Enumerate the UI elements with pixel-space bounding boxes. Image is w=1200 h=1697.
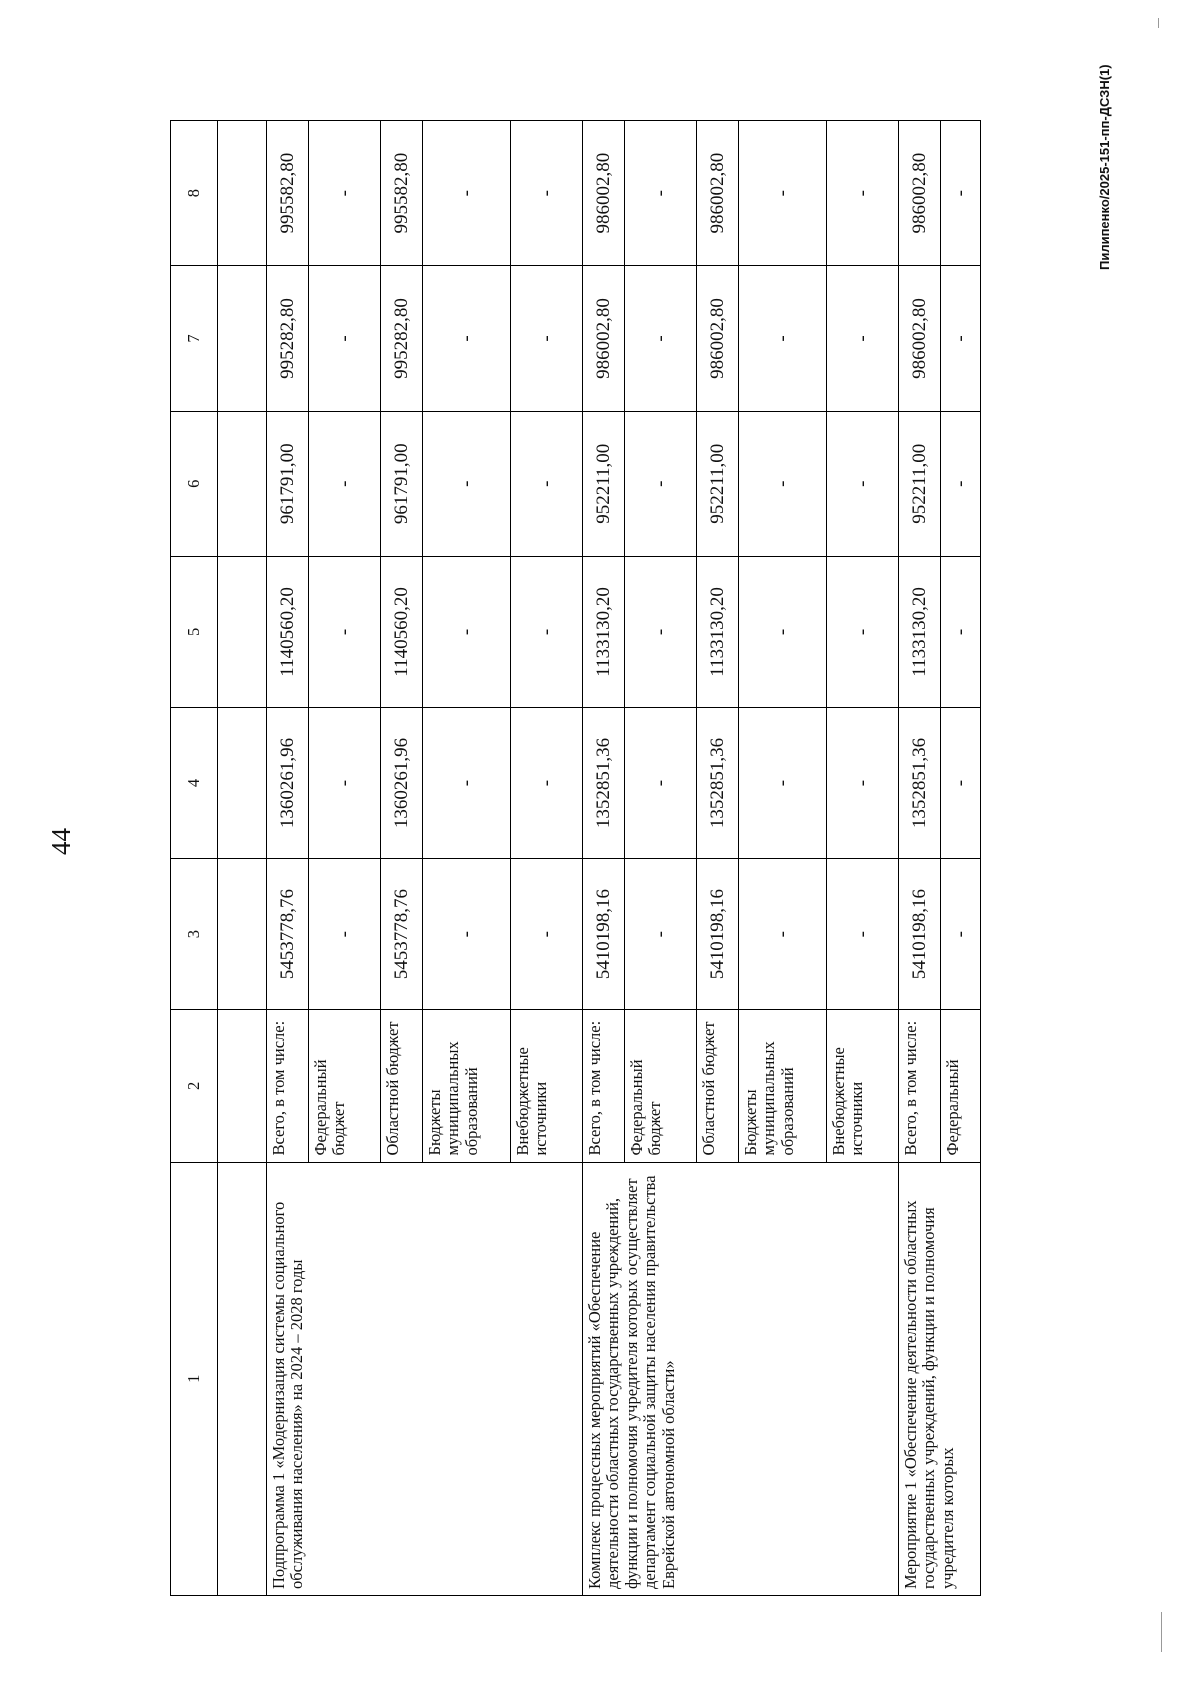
amount-cell: 5453778,76	[267, 859, 309, 1010]
amount-cell: -	[941, 556, 981, 707]
amount-cell: 1352851,36	[697, 707, 739, 858]
amount-cell: 1352851,36	[583, 707, 625, 858]
amount-cell: -	[739, 411, 827, 556]
program-title-cell: Подпрограмма 1 «Модернизация системы социального обслуживания населения» на 2024 – 2028 годы	[267, 1162, 583, 1595]
amount-cell: -	[827, 859, 899, 1010]
amount-cell: -	[827, 266, 899, 411]
amount-cell: 952211,00	[583, 411, 625, 556]
blank-cell	[218, 1162, 267, 1595]
amount-cell: 1352851,36	[899, 707, 941, 858]
funding-source-cell: Федеральный	[941, 1010, 981, 1162]
amount-cell: -	[423, 707, 511, 858]
table-row	[267, 121, 309, 1596]
amount-cell: -	[941, 411, 981, 556]
blank-cell	[218, 1010, 267, 1162]
amount-cell: -	[827, 556, 899, 707]
amount-cell: -	[941, 266, 981, 411]
funding-source-cell: Федеральный бюджет	[309, 1010, 381, 1162]
column-number-cell: 4	[171, 707, 218, 858]
amount-cell: -	[739, 121, 827, 266]
funding-table	[170, 120, 981, 1596]
blank-cell	[218, 411, 267, 556]
amount-cell: -	[423, 411, 511, 556]
amount-cell: 952211,00	[899, 411, 941, 556]
funding-source-cell: Федеральный бюджет	[625, 1010, 697, 1162]
page-number: 44	[46, 828, 76, 855]
column-number-cell: 2	[171, 1010, 218, 1162]
amount-cell: 1133130,20	[583, 556, 625, 707]
amount-cell: -	[739, 859, 827, 1010]
scan-mark	[1158, 18, 1159, 28]
amount-cell: 986002,80	[697, 121, 739, 266]
column-number-cell: 7	[171, 266, 218, 411]
amount-cell: 995582,80	[381, 121, 423, 266]
amount-cell: -	[941, 859, 981, 1010]
amount-cell: 1133130,20	[697, 556, 739, 707]
amount-cell: 986002,80	[899, 266, 941, 411]
amount-cell: -	[511, 121, 583, 266]
amount-cell: 961791,00	[381, 411, 423, 556]
amount-cell: -	[625, 121, 697, 266]
column-number-cell: 8	[171, 121, 218, 266]
amount-cell: 986002,80	[899, 121, 941, 266]
funding-source-cell: Бюджеты муниципальных образований	[739, 1010, 827, 1162]
funding-source-cell: Внебюджетные источники	[827, 1010, 899, 1162]
amount-cell: -	[309, 707, 381, 858]
amount-cell: 5410198,16	[697, 859, 739, 1010]
amount-cell: -	[739, 266, 827, 411]
amount-cell: 995582,80	[267, 121, 309, 266]
table-row	[899, 121, 941, 1596]
amount-cell: -	[511, 707, 583, 858]
funding-source-cell: Областной бюджет	[697, 1010, 739, 1162]
amount-cell: 995282,80	[381, 266, 423, 411]
amount-cell: -	[511, 411, 583, 556]
blank-cell	[218, 556, 267, 707]
amount-cell: -	[941, 707, 981, 858]
amount-cell: 986002,80	[583, 121, 625, 266]
column-number-row	[171, 121, 218, 1596]
amount-cell: -	[309, 121, 381, 266]
document-code: Пилипенко/2025-151-пп-ДСЗН(1)	[1097, 64, 1112, 270]
amount-cell: -	[309, 411, 381, 556]
amount-cell: 5410198,16	[583, 859, 625, 1010]
amount-cell: -	[827, 707, 899, 858]
amount-cell: -	[739, 556, 827, 707]
amount-cell: 986002,80	[697, 266, 739, 411]
funding-source-cell: Внебюджетные источники	[511, 1010, 583, 1162]
program-title-cell: Мероприятие 1 «Обеспечение деятельности областных государственных учреждений, функции и полномочия учредителя которых	[899, 1162, 981, 1595]
amount-cell: 5410198,16	[899, 859, 941, 1010]
column-number-cell: 6	[171, 411, 218, 556]
scan-mark	[1161, 1612, 1162, 1652]
amount-cell: -	[423, 121, 511, 266]
blank-row	[218, 121, 267, 1596]
amount-cell: -	[423, 266, 511, 411]
amount-cell: -	[625, 266, 697, 411]
amount-cell: 986002,80	[583, 266, 625, 411]
amount-cell: 5453778,76	[381, 859, 423, 1010]
amount-cell: 1360261,96	[381, 707, 423, 858]
amount-cell: -	[511, 266, 583, 411]
amount-cell: -	[423, 556, 511, 707]
funding-source-cell: Всего, в том числе:	[583, 1010, 625, 1162]
amount-cell: -	[511, 859, 583, 1010]
blank-cell	[218, 121, 267, 266]
amount-cell: -	[625, 707, 697, 858]
amount-cell: 1140560,20	[381, 556, 423, 707]
amount-cell: -	[309, 266, 381, 411]
amount-cell: -	[511, 556, 583, 707]
blank-cell	[218, 266, 267, 411]
amount-cell: -	[827, 411, 899, 556]
amount-cell: 1360261,96	[267, 707, 309, 858]
amount-cell: -	[309, 859, 381, 1010]
column-number-cell: 3	[171, 859, 218, 1010]
amount-cell: -	[827, 121, 899, 266]
amount-cell: -	[941, 121, 981, 266]
table-body	[218, 121, 981, 1596]
amount-cell: -	[309, 556, 381, 707]
amount-cell: 961791,00	[267, 411, 309, 556]
funding-source-cell: Бюджеты муниципальных образований	[423, 1010, 511, 1162]
amount-cell: 952211,00	[697, 411, 739, 556]
amount-cell: -	[625, 411, 697, 556]
table-row	[583, 121, 625, 1596]
column-number-cell: 5	[171, 556, 218, 707]
amount-cell: 995282,80	[267, 266, 309, 411]
blank-cell	[218, 859, 267, 1010]
funding-source-cell: Областной бюджет	[381, 1010, 423, 1162]
program-title-cell: Комплекс процессных мероприятий «Обеспечение деятельности областных государственных учреждений, функции и полномочия учредителя которых осуществляет департамент социальной защиты населения правительства Еврейской автономной области»	[583, 1162, 899, 1595]
funding-source-cell: Всего, в том числе:	[899, 1010, 941, 1162]
amount-cell: -	[625, 556, 697, 707]
funding-source-cell: Всего, в том числе:	[267, 1010, 309, 1162]
amount-cell: 1140560,20	[267, 556, 309, 707]
amount-cell: -	[625, 859, 697, 1010]
column-number-cell: 1	[171, 1162, 218, 1595]
amount-cell: -	[423, 859, 511, 1010]
amount-cell: 1133130,20	[899, 556, 941, 707]
amount-cell: -	[739, 707, 827, 858]
blank-cell	[218, 707, 267, 858]
